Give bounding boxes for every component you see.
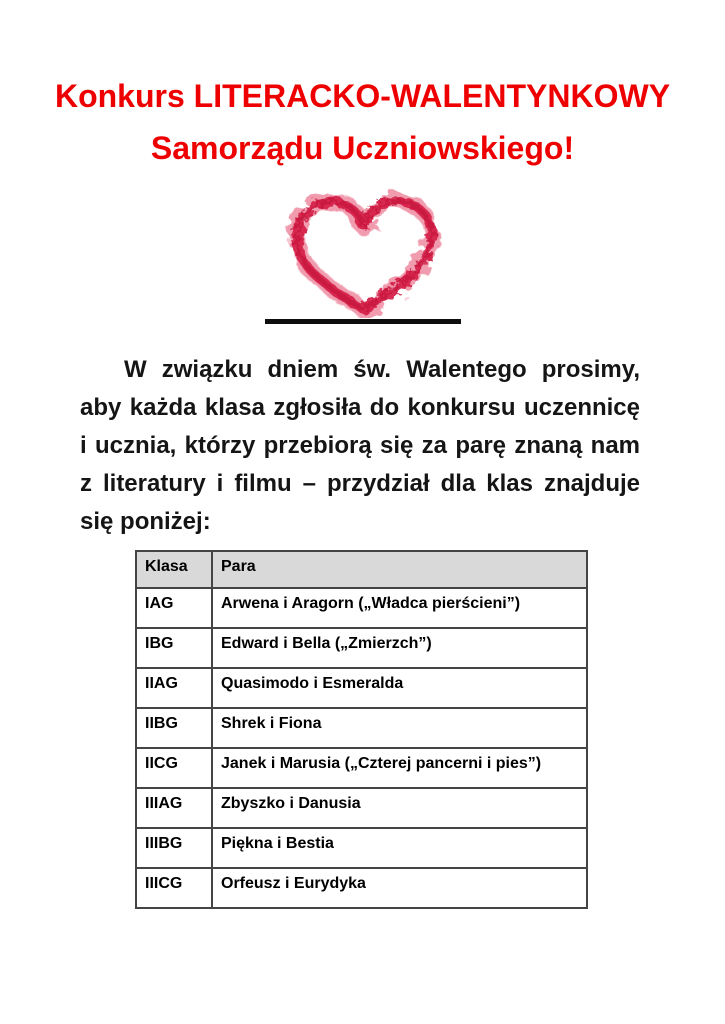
column-header-para: Para <box>212 551 587 588</box>
cell-para: Zbyszko i Danusia <box>212 788 587 828</box>
cell-klasa: IIIBG <box>136 828 212 868</box>
column-header-klasa: Klasa <box>136 551 212 588</box>
table-row <box>136 788 587 828</box>
intro-line-1: W związku dniem św. Walentego prosimy, <box>124 356 640 383</box>
cell-para: Piękna i Bestia <box>212 828 587 868</box>
cell-para: Janek i Marusia („Czterej pancerni i pies”) <box>212 748 587 788</box>
table-row <box>136 748 587 788</box>
cell-klasa: IICG <box>136 748 212 788</box>
class-pair-table <box>135 550 588 909</box>
table-header-row <box>136 551 587 588</box>
intro-line-2: aby każda klasa zgłosiła do konkursu uczennicę <box>80 394 640 421</box>
cell-para: Edward i Bella („Zmierzch”) <box>212 628 587 668</box>
cell-klasa: IBG <box>136 628 212 668</box>
intro-line-4: z literatury i filmu – przydział dla klas znajduje <box>80 470 640 497</box>
table-row <box>136 868 587 908</box>
intro-paragraph <box>80 351 640 541</box>
cell-klasa: IIICG <box>136 868 212 908</box>
intro-line-5: się poniżej: <box>80 508 211 535</box>
table-row <box>136 668 587 708</box>
table-row <box>136 628 587 668</box>
cell-para: Orfeusz i Eurydyka <box>212 868 587 908</box>
crayon-heart-icon <box>265 182 461 318</box>
cell-klasa: IIBG <box>136 708 212 748</box>
table-row <box>136 828 587 868</box>
table-row <box>136 708 587 748</box>
cell-para: Quasimodo i Esmeralda <box>212 668 587 708</box>
cell-klasa: IAG <box>136 588 212 628</box>
cell-para: Shrek i Fiona <box>212 708 587 748</box>
table-row <box>136 588 587 628</box>
intro-line-3: i ucznia, którzy przebiorą się za parę znaną nam <box>80 432 640 459</box>
title-line-2: Samorządu Uczniowskiego! <box>150 130 575 166</box>
cell-para: Arwena i Aragorn („Władca pierścieni”) <box>212 588 587 628</box>
heart-figure <box>265 182 461 324</box>
cell-klasa: IIIAG <box>136 788 212 828</box>
page-title <box>38 70 687 174</box>
title-line-1: Konkurs LITERACKO-WALENTYNKOWY <box>54 78 671 114</box>
cell-klasa: IIAG <box>136 668 212 708</box>
heart-underline <box>265 319 461 324</box>
